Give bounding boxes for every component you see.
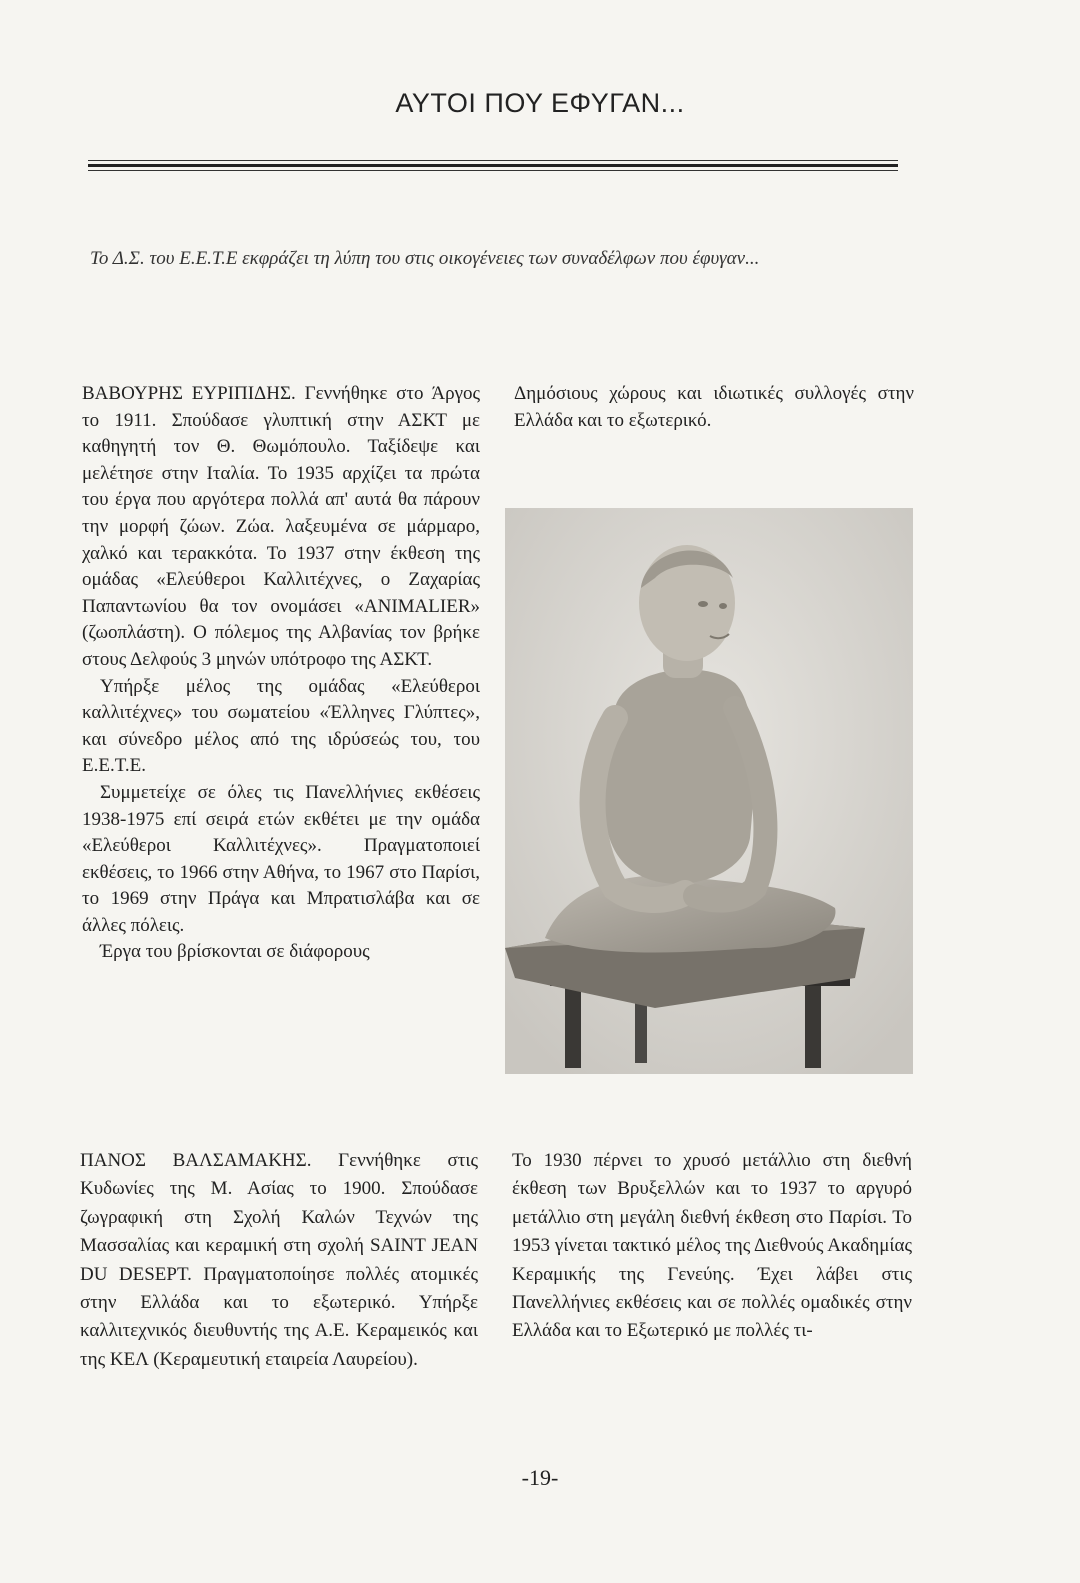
article-vavouris-column-2 bbox=[514, 381, 914, 434]
title-divider bbox=[88, 160, 898, 174]
article-paragraph: ΒΑΒΟΥΡΗΣ ΕΥΡΙΠΙΔΗΣ. Γεννήθηκε στο Άργος το 1911. Σπούδασε γλυπτική στην ΑΣΚΤ με καθηγητή τον Θ. Θωμόπουλο. Ταξίδεψε και μελέτησε στην Ιταλία. Το 1935 αρχίζει τα πρώτα του έργα που αργότερα πολλά απ' αυτά θα πάρουν την μορφή ζώων. Ζώα. λαξευμένα σε μάρμαρο, χαλκό και τερακκότα. Το 1937 στην έκθεση της ομάδας «Ελεύθεροι Καλλιτέχνες, ο Ζαχαρίας Παπαντωνίου θα τον ονομάσει «ΑΝΙΜΑLIER» (ζωοπλάστη). Ο πόλεμος της Αλβανίας τον βρήκε στους Δελφούς 3 μηνών υπότροφο της ΑΣΚΤ. bbox=[82, 383, 480, 670]
page-title: ΑΥΤΟΙ ΠΟΥ ΕΦΥΓΑΝ... bbox=[395, 88, 685, 118]
page-number: -19- bbox=[521, 1465, 559, 1490]
article-vavouris-column-1 bbox=[82, 381, 480, 966]
seated-girl-sculpture-image bbox=[505, 508, 913, 1074]
article-paragraph: Δημόσιους χώρους και ιδιωτικές συλλογές στην Ελλάδα και το εξωτερικό. bbox=[514, 383, 914, 431]
divider-line bbox=[88, 160, 898, 161]
intro-statement: Το Δ.Σ. του Ε.Ε.Τ.Ε εκφράζει τη λύπη του στις οικογένειες των συναδέλφων που έφυγαν... bbox=[90, 248, 760, 269]
article-valsamakis-column-2 bbox=[512, 1147, 912, 1346]
sculpture-photo bbox=[505, 508, 913, 1074]
article-paragraph: Το 1930 πέρνει το χρυσό μετάλλιο στη διεθνή έκθεση των Βρυξελλών και το 1937 το αργυρό μετάλλιο στη μεγάλη διεθνή έκθεση στο Παρίσι. Το 1953 γίνεται τακτικό μέλος της Διεθνούς Ακαδημίας Κεραμικής της Γενεύης. Έχει λάβει στις Πανελλήνιες εκθέσεις και σε πολλές ομαδικές στην Ελλάδα και το Εξωτερικό με πολλές τι- bbox=[512, 1150, 912, 1342]
article-paragraph: Υπήρξε μέλος της ομάδας «Ελεύθεροι καλλιτέχνες» του σωματείου «Έλληνες Γλύπτες», και σύνεδρο μέλος από της ιδρύσεώς του, του Ε.Ε.Τ.Ε. bbox=[82, 675, 480, 777]
article-paragraph: Συμμετείχε σε όλες τις Πανελλήνιες εκθέσεις 1938-1975 επί σειρά ετών εκθέτει με την ομάδα «Ελεύθεροι Καλλιτέχνες». Πραγματοποιεί εκθέσεις, το 1966 στην Αθήνα, το 1967 στο Παρίσι, το 1969 στην Πράγα και Μπρατισλάβα και σε άλλες πόλεις. bbox=[82, 781, 480, 936]
article-valsamakis-column-1 bbox=[80, 1147, 478, 1374]
divider-line bbox=[88, 170, 898, 171]
divider-line-thick bbox=[88, 164, 898, 167]
article-paragraph: ΠΑΝΟΣ ΒΑΛΣΑΜΑΚΗΣ. Γεννήθηκε στις Κυδωνίες της Μ. Ασίας το 1900. Σπούδασε ζωγραφική στη Σχολή Καλών Τεχνών της Μασσαλίας και κεραμική στη σχολή SAINT JEAN DU DESEPT. Πραγματοποίησε πολλές ατομικές στην Ελλάδα και το εξωτερικό. Υπήρξε καλλιτεχνικός διευθυντής της Α.Ε. Κεραμεικός και της ΚΕΛ (Κεραμευτική εταιρεία Λαυρείου). bbox=[80, 1150, 478, 1370]
article-paragraph: Έργα του βρίσκονται σε διάφορους bbox=[100, 941, 370, 963]
